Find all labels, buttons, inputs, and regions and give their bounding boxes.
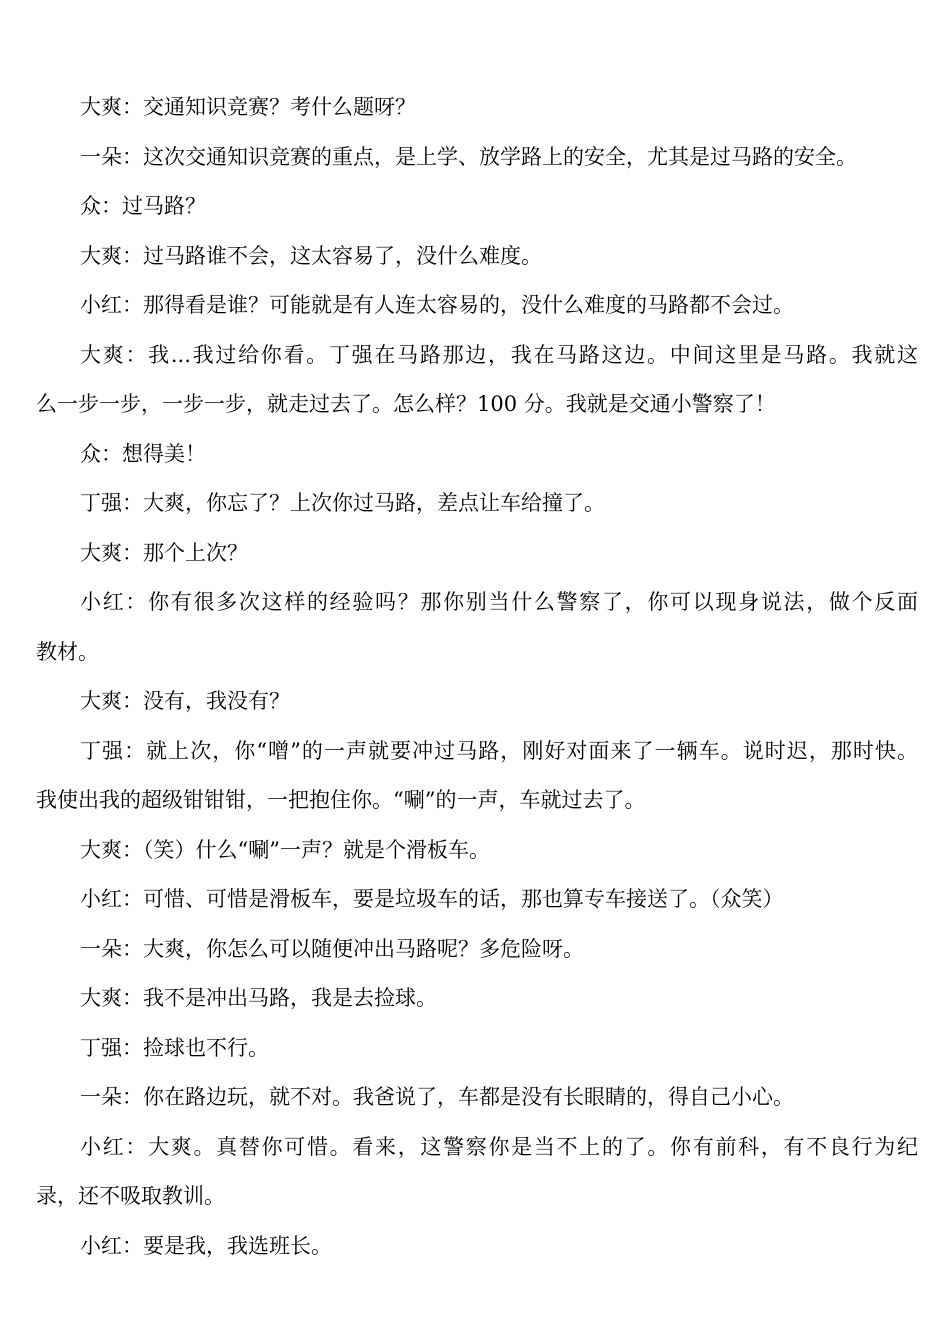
- dialogue-line: 小红：你有很多次这样的经验吗？那你别当什么警察了，你可以现身说法，做个反面: [80, 590, 918, 614]
- dialogue-line: 大爽：没有，我没有？: [80, 689, 290, 713]
- dialogue-line-continuation: 录，还不吸取教训。: [36, 1184, 225, 1208]
- script-page: [36, 83, 918, 1271]
- dialogue-line: 众：想得美！: [80, 441, 206, 466]
- dialogue-line: 一朵：大爽，你怎么可以随便冲出马路呢？多危险呀。: [80, 936, 584, 961]
- dialogue-line: 小红：那得看是谁？可能就是有人连太容易的，没什么难度的马路都不会过。: [80, 293, 794, 317]
- dialogue-line: 丁强：捡球也不行。: [80, 1035, 269, 1060]
- dialogue-line: 大爽：过马路谁不会，这太容易了，没什么难度。: [80, 243, 542, 268]
- dialogue-line: 丁强：就上次，你“噌”的一声就要冲过马路，刚好对面来了一辆车。说时迟，那时快。: [80, 738, 918, 763]
- dialogue-line: 大爽：我...我过给你看。丁强在马路那边，我在马路这边。中间这里是马路。我就这: [80, 342, 918, 367]
- dialogue-line: 众：过马路？: [80, 194, 206, 218]
- dialogue-line: 小红：大爽。真替你可惜。看来，这警察你是当不上的了。你有前科，有不良行为纪: [80, 1134, 918, 1159]
- dialogue-line-continuation: 么一步一步，一步一步，就走过去了。怎么样？100 分。我就是交通小警察了！: [36, 392, 776, 416]
- dialogue-line: 小红：可惜、可惜是滑板车，要是垃圾车的话，那也算专车接送了。（众笑）: [80, 887, 784, 911]
- dialogue-line: 丁强：大爽，你忘了？上次你过马路，差点让车给撞了。: [80, 491, 605, 515]
- dialogue-line-continuation: 我使出我的超级钳钳钳，一把抱住你。“唰”的一声，车就过去了。: [36, 788, 646, 812]
- dialogue-line: 一朵：你在路边玩，就不对。我爸说了，车都是没有长眼睛的，得自己小心。: [80, 1085, 794, 1109]
- dialogue-line-continuation: 教材。: [36, 639, 99, 664]
- dialogue-line: 一朵：这次交通知识竞赛的重点，是上学、放学路上的安全，尤其是过马路的安全。: [80, 144, 857, 169]
- dialogue-line: 小红：要是我，我选班长。: [80, 1233, 332, 1258]
- dialogue-line: 大爽：那个上次？: [80, 540, 248, 565]
- dialogue-line: 大爽：（笑）什么“唰”一声？就是个滑板车。: [80, 837, 490, 862]
- dialogue-line: 大爽：我不是冲出马路，我是去捡球。: [80, 986, 437, 1010]
- dialogue-line: 大爽：交通知识竞赛？考什么题呀？: [80, 95, 416, 119]
